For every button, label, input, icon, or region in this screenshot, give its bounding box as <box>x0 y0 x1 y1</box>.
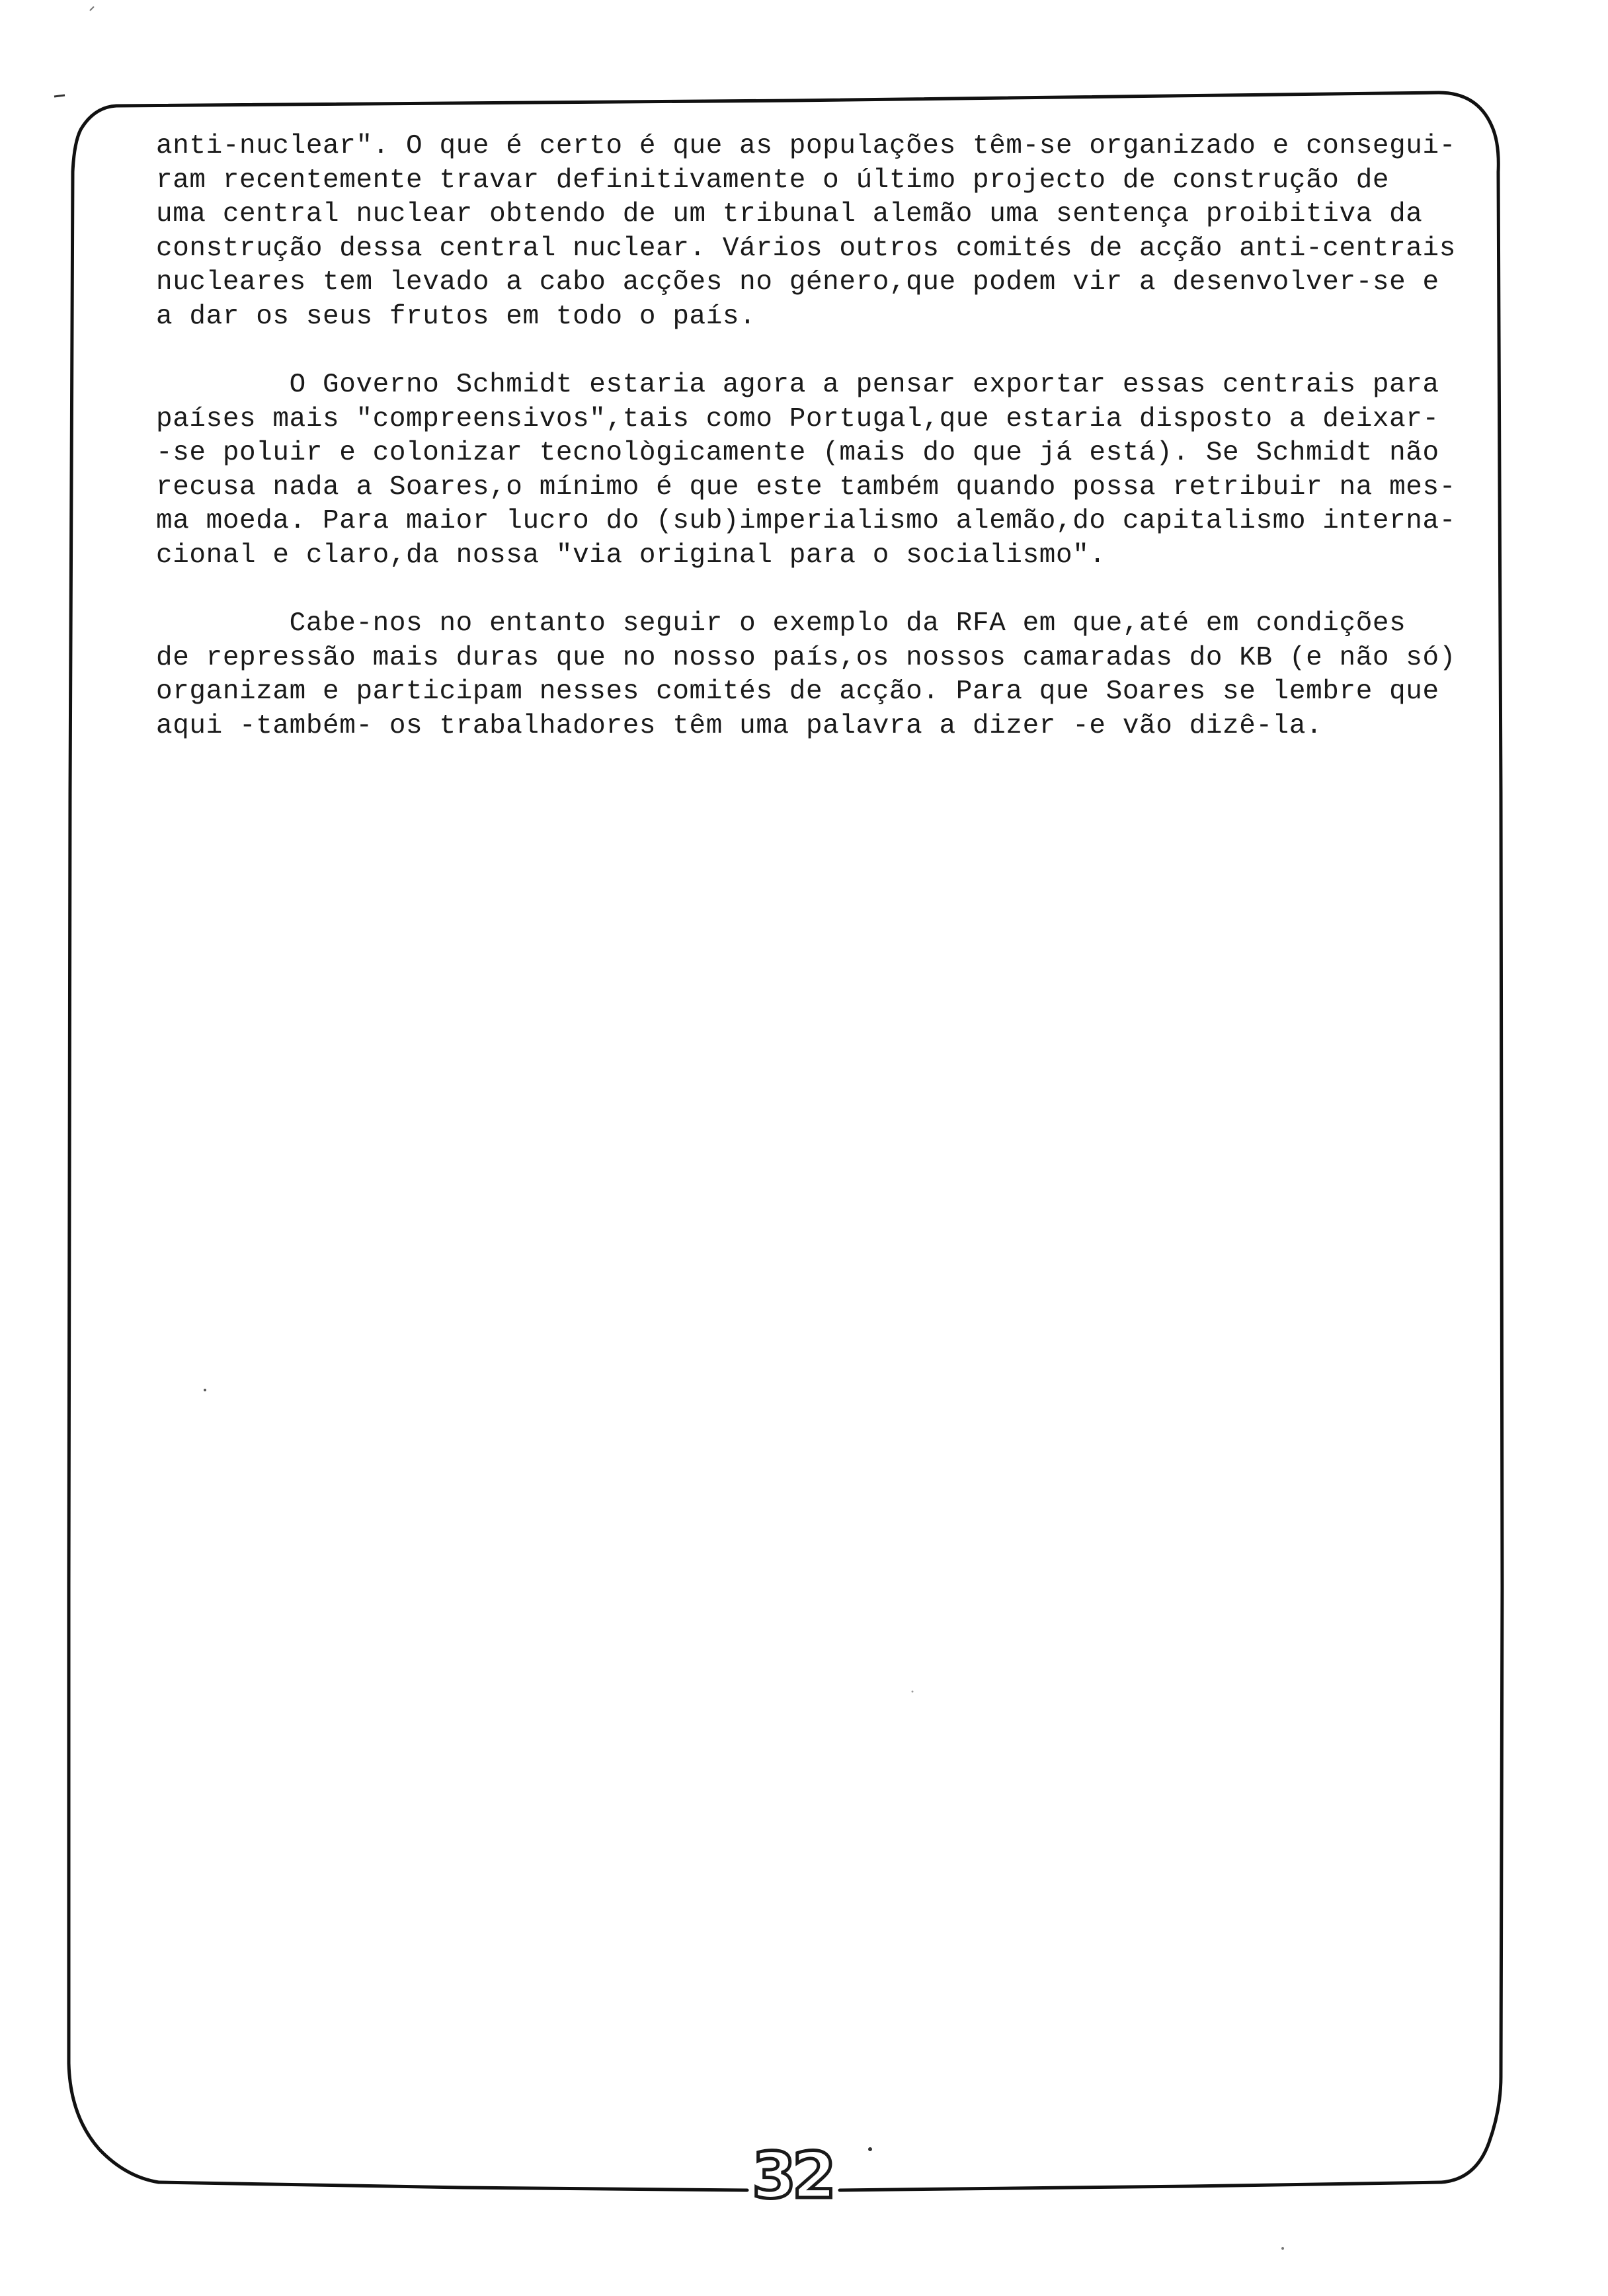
text-line: nucleares tem levado a cabo acções no género,que podem vir a desenvolver-se e <box>156 267 1439 298</box>
text-line: uma central nuclear obtendo de um tribunal alemão uma sentença proibitiva da <box>156 199 1423 229</box>
text-line: aqui -também- os trabalhadores têm uma palavra a dizer -e vão dizê-la. <box>156 710 1323 741</box>
text-line: anti-nuclear". O que é certo é que as populações têm-se organizado e consegui- <box>156 131 1456 161</box>
frame-border-left <box>69 172 73 2063</box>
frame-border-right <box>1498 172 1502 2076</box>
frame-border-bottom-right-line <box>840 2182 1441 2190</box>
page-number: 32 <box>752 2139 832 2213</box>
speck-2 <box>868 2147 872 2151</box>
frame-border-top <box>73 106 116 172</box>
text-line: ma moeda. Para maior lucro do (sub)imperialismo alemão,do capitalismo interna- <box>156 506 1456 536</box>
text-line: ram recentemente travar definitivamente o último projecto de construção de <box>156 165 1390 196</box>
text-line: países mais "compreensivos",tais como Portugal,que estaria disposto a deixar- <box>156 403 1439 434</box>
paragraph-1 <box>156 130 1456 334</box>
text-line: de repressão mais duras que no nosso país,os nossos camaradas do KB (e não só) <box>156 642 1456 673</box>
text-line: recusa nada a Soares,o mínimo é que este também quando possa retribuir na mes- <box>156 472 1456 503</box>
text-line: organizam e participam nesses comités de acção. Para que Soares se lembre que <box>156 676 1439 707</box>
stray-mark-top <box>90 7 94 11</box>
frame-border-bottom-left-corner <box>69 2063 159 2182</box>
frame-border-bottom-right-corner <box>1441 2076 1501 2182</box>
text-line: a dar os seus frutos em todo o país. <box>156 301 756 332</box>
speck-3 <box>1281 2247 1284 2250</box>
frame-border-top-line <box>116 93 1439 106</box>
text-line: construção dessa central nuclear. Vários outros comités de acção anti-centrais <box>156 233 1456 264</box>
paragraph-2 <box>156 368 1456 573</box>
frame-border-bottom-left-line <box>159 2182 747 2190</box>
speck-1 <box>204 1389 206 1391</box>
speck-4 <box>912 1691 914 1693</box>
text-line: Cabe-nos no entanto seguir o exemplo da RFA em que,até em condições <box>156 608 1406 639</box>
body-text <box>156 130 1456 743</box>
text-line: cional e claro,da nossa "via original para o socialismo". <box>156 540 1106 571</box>
text-line: -se poluir e colonizar tecnològicamente (mais do que já está). Se Schmidt não <box>156 438 1439 468</box>
paragraph-3 <box>156 607 1456 743</box>
text-line: O Governo Schmidt estaria agora a pensar exportar essas centrais para <box>156 370 1439 400</box>
stray-mark-left <box>54 95 65 97</box>
